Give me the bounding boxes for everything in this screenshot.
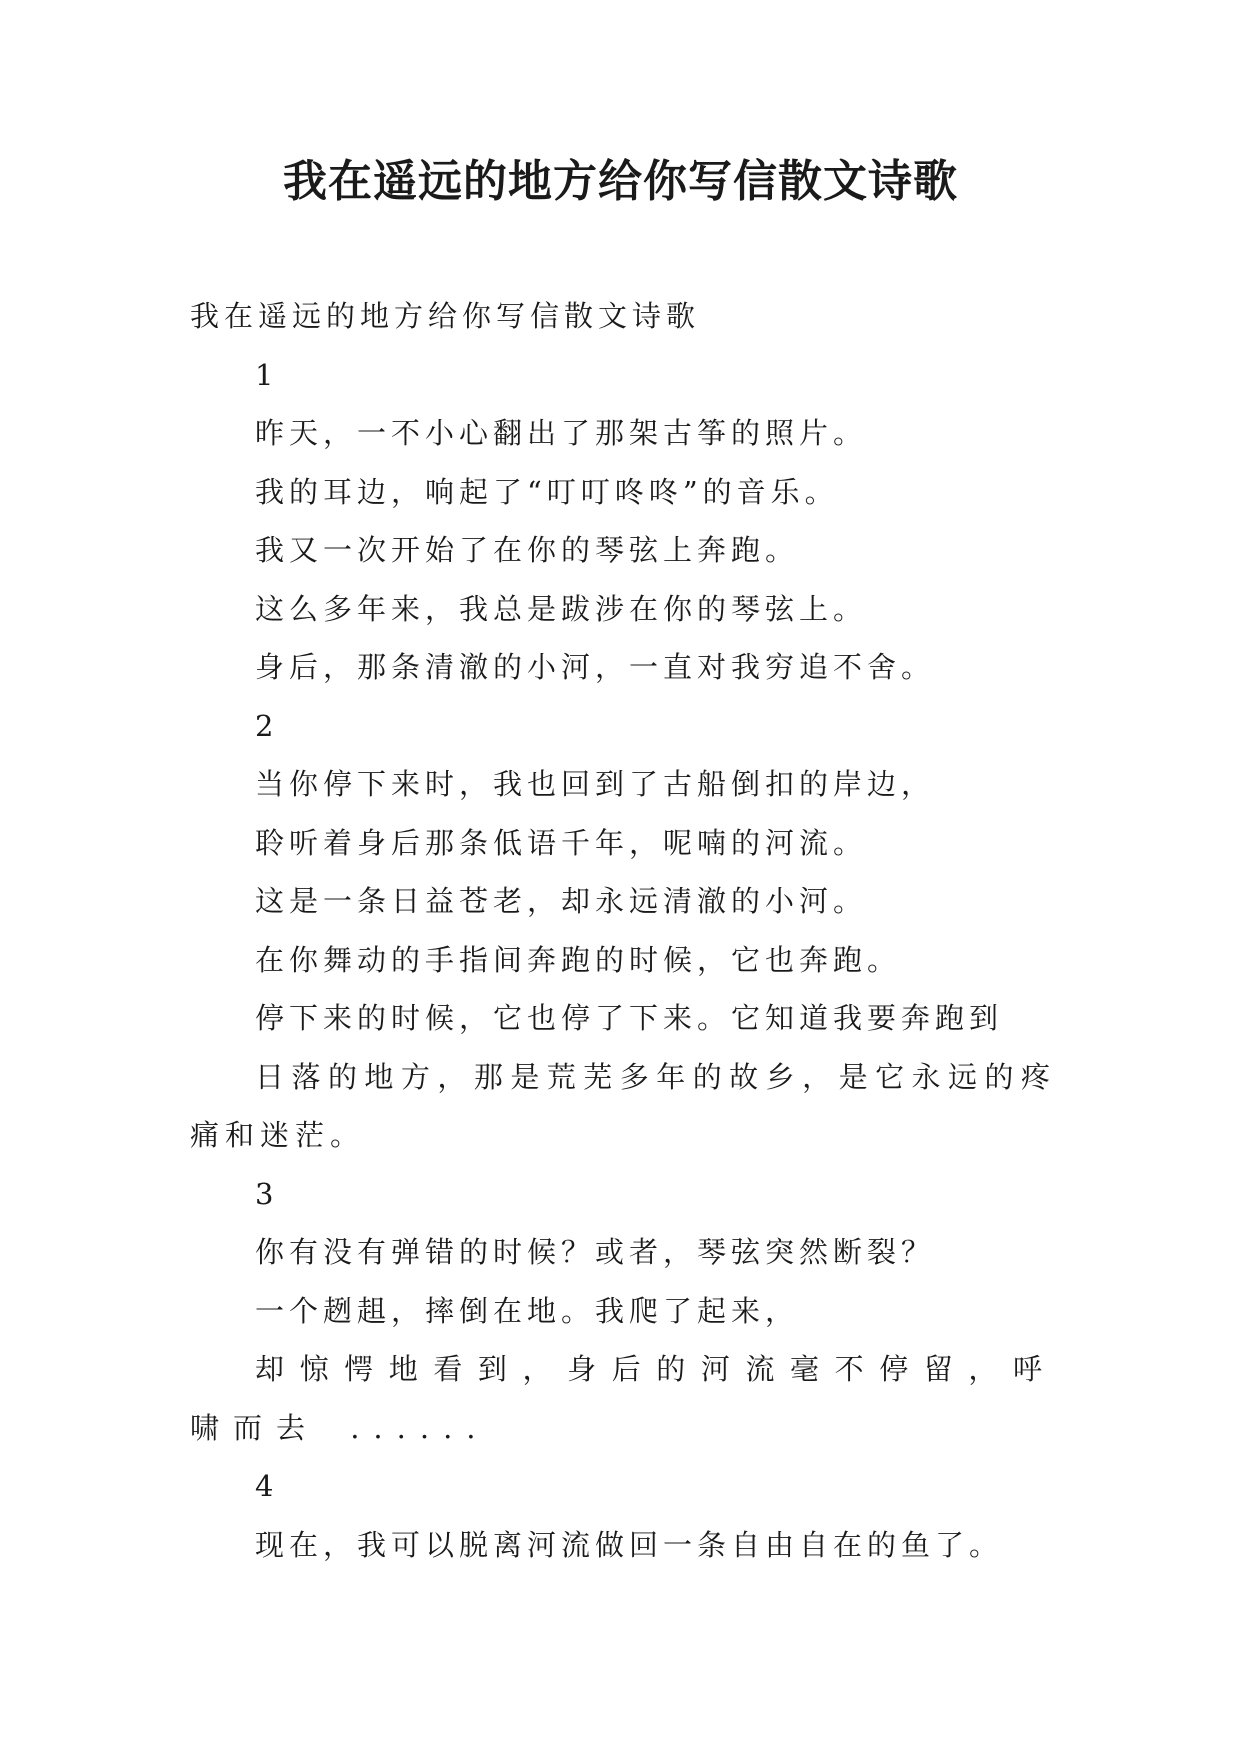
poem-line: 你有没有弹错的时候？或者，琴弦突然断裂？ [255,1235,936,1269]
section-number: 4 [255,1469,279,1503]
section-number: 1 [255,357,279,392]
poem-line: 聆听着身后那条低语千年，呢喃的河流。 [255,825,868,860]
poem-line: 这么多年来，我总是跋涉在你的琴弦上。 [255,591,868,626]
poem-line: 身后，那条清澈的小河，一直对我穷追不舍。 [255,650,936,684]
poem-line: 现在，我可以脱离河流做回一条自由自在的鱼了。 [255,1527,1004,1562]
section-number: 2 [255,708,279,743]
poem-line: 我的耳边，响起了“叮叮咚咚”的音乐。 [255,474,839,509]
poem-line: 昨天，一不小心翻出了那架古筝的照片。 [255,416,868,450]
document-title: 我在遥远的地方给你写信散文诗歌 [283,156,958,207]
poem-line: 当你停下来时，我也回到了古船倒扣的岸边， [255,767,936,801]
poem-line: 这是一条日益苍老，却永远清澈的小河。 [255,884,868,918]
poem-line: 我又一次开始了在你的琴弦上奔跑。 [255,533,800,567]
poem-line: 在你舞动的手指间奔跑的时候，它也奔跑。 [255,942,902,977]
poem-line-wrapped: 却惊愕地看到，身后的河流毫不停留，呼啸而去 ...... [190,1352,1056,1445]
document-subtitle: 我在遥远的地方给你写信散文诗歌 [190,299,701,333]
poem-line-wrapped: 日落的地方，那是荒芜多年的故乡，是它永远的疼痛和迷茫。 [190,1059,1056,1152]
poem-line: 一个趔趄，摔倒在地。我爬了起来， [255,1293,800,1328]
section-number: 3 [255,1176,279,1211]
document-body [190,287,1056,1574]
poem-line: 停下来的时候，它也停了下来。它知道我要奔跑到 [255,1001,1004,1035]
